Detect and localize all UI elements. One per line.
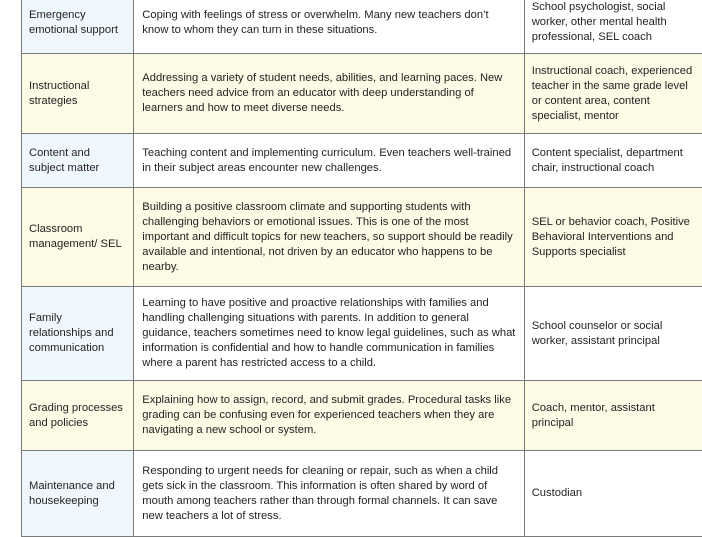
table-row: [22, 287, 702, 381]
topic-cell: Grading processes and policies: [22, 381, 134, 451]
topic-cell: Classroom management/ SEL: [22, 188, 134, 287]
support-person-cell: Custodian: [524, 451, 702, 537]
description-cell: Teaching content and implementing curriculum. Even teachers well-trained in their subject areas encounter new challenges.: [134, 134, 524, 188]
table-row: [22, 54, 702, 134]
support-needs-table: [21, 0, 702, 537]
table-row: [22, 451, 702, 537]
description-cell: Coping with feelings of stress or overwhelm. Many new teachers don’t know to whom they can turn in these situations.: [134, 0, 524, 54]
support-person-cell: SEL or behavior coach, Positive Behavioral Interventions and Supports specialist: [524, 188, 702, 287]
table-row: [22, 0, 702, 54]
description-cell: Explaining how to assign, record, and submit grades. Procedural tasks like grading can be confusing even for experienced teachers when they are navigating a new school or system.: [134, 381, 524, 451]
support-person-cell: School counselor or social worker, assistant principal: [524, 287, 702, 381]
description-cell: Learning to have positive and proactive relationships with families and handling challenging situations with parents. In addition to general guidance, teachers sometimes need to know legal guidelines, such as what information is confidential and how to handle communication in families where a parent has restricted access to a child.: [134, 287, 524, 381]
description-cell: Building a positive classroom climate and supporting students with challenging behaviors or emotional issues. This is one of the most important and difficult topics for new teachers, so support should be readily available and intentional, not driven by an educator who happens to be nearby.: [134, 188, 524, 287]
support-person-cell: Coach, mentor, assistant principal: [524, 381, 702, 451]
topic-cell: Content and subject matter: [22, 134, 134, 188]
topic-cell: Family relationships and communication: [22, 287, 134, 381]
topic-cell: Emergency emotional support: [22, 0, 134, 54]
topic-cell: Maintenance and housekeeping: [22, 451, 134, 537]
support-person-cell: Instructional coach, experienced teacher in the same grade level or content area, content specialist, mentor: [524, 54, 702, 134]
support-person-cell: Content specialist, department chair, instructional coach: [524, 134, 702, 188]
description-cell: Addressing a variety of student needs, abilities, and learning paces. New teachers need advice from an educator with deep understanding of learners and how to meet diverse needs.: [134, 54, 524, 134]
table-row: [22, 188, 702, 287]
table-row: [22, 134, 702, 188]
table-row: [22, 381, 702, 451]
description-cell: Responding to urgent needs for cleaning or repair, such as when a child gets sick in the classroom. This information is often shared by word of mouth among teachers rather than through formal channels. It can save new teachers a lot of stress.: [134, 451, 524, 537]
topic-cell: Instructional strategies: [22, 54, 134, 134]
support-person-cell: School psychologist, social worker, other mental health professional, SEL coach: [524, 0, 702, 54]
